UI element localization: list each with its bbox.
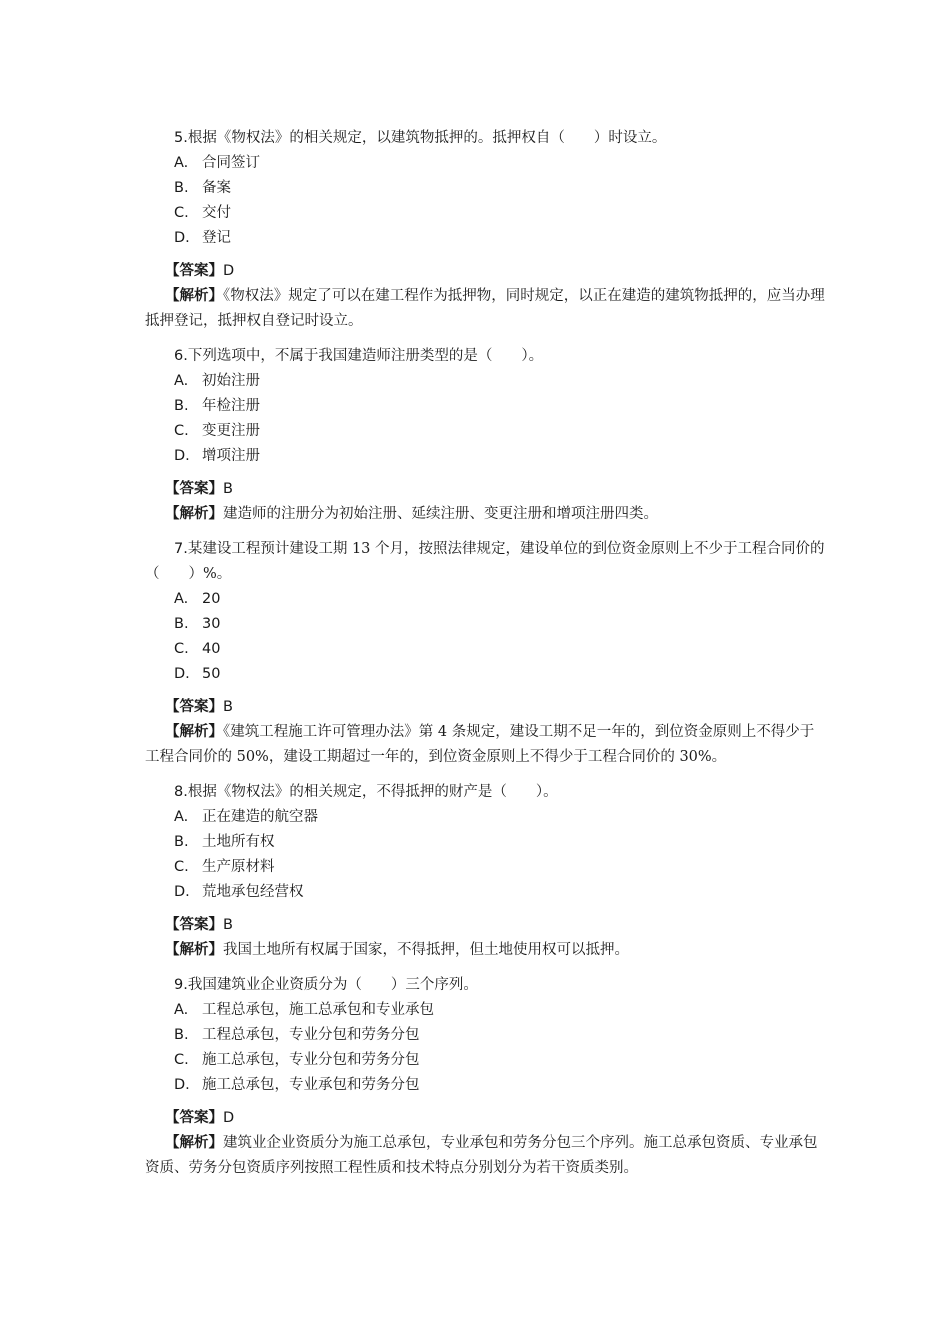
question-6 [145, 344, 825, 527]
answer-line [145, 259, 825, 284]
option-letter: D. [174, 448, 190, 464]
answer-line [145, 913, 825, 938]
analysis-text: 《建筑工程施工许可管理办法》第 4 条规定，建设工期不足一年的，到位资金原则上不得少于工程合同价的 50%，建设工期超过一年的，到位资金原则上不得少于工程合同价的 30%。 [145, 724, 815, 765]
option-text: 土地所有权 [202, 834, 275, 850]
option-d [145, 1073, 825, 1098]
option-a [145, 805, 825, 830]
analysis-line [145, 502, 825, 527]
analysis-label: 【解析】 [165, 942, 223, 958]
question-text: 下列选项中，不属于我国建造师注册类型的是（ ）。 [187, 348, 544, 364]
option-letter: C. [174, 859, 189, 875]
question-number: 9. [174, 977, 188, 993]
option-text: 施工总承包，专业分包和劳务分包 [202, 1052, 420, 1068]
analysis-line [145, 284, 825, 334]
analysis-label: 【解析】 [165, 506, 223, 522]
option-c [145, 1048, 825, 1073]
option-text: 交付 [202, 205, 231, 221]
answer-line [145, 695, 825, 720]
analysis-label: 【解析】 [165, 288, 223, 304]
question-text: 根据《物权法》的相关规定，以建筑物抵押的。抵押权自（ ）时设立。 [187, 130, 667, 146]
option-text: 工程总承包，施工总承包和专业承包 [202, 1002, 434, 1018]
option-letter: D. [174, 1077, 190, 1093]
analysis-label: 【解析】 [165, 724, 223, 740]
option-d [145, 226, 825, 251]
option-text: 年检注册 [202, 398, 260, 414]
option-a [145, 998, 825, 1023]
question-7 [145, 537, 825, 770]
option-letter: B. [174, 398, 189, 414]
question-number: 7. [174, 541, 188, 557]
question-stem [145, 780, 825, 805]
question-number: 5. [174, 130, 188, 146]
option-b [145, 176, 825, 201]
question-number: 8. [174, 784, 188, 800]
option-text: 施工总承包，专业承包和劳务分包 [202, 1077, 420, 1093]
option-letter: C. [174, 205, 189, 221]
answer-value: B [223, 917, 233, 933]
option-text: 荒地承包经营权 [202, 884, 304, 900]
option-text: 变更注册 [202, 423, 260, 439]
question-stem [145, 126, 825, 151]
question-stem [145, 537, 825, 587]
option-text: 合同签订 [202, 155, 260, 171]
option-letter: A. [174, 373, 189, 389]
option-letter: D. [174, 230, 190, 246]
analysis-text: 我国土地所有权属于国家，不得抵押，但土地使用权可以抵押。 [223, 942, 629, 958]
option-text: 正在建造的航空器 [202, 809, 318, 825]
option-text: 30 [202, 616, 221, 632]
option-letter: B. [174, 180, 189, 196]
option-letter: A. [174, 155, 189, 171]
option-letter: A. [174, 1002, 189, 1018]
option-b [145, 830, 825, 855]
option-a [145, 587, 825, 612]
option-d [145, 880, 825, 905]
option-text: 初始注册 [202, 373, 260, 389]
answer-value: B [223, 699, 233, 715]
answer-value: B [223, 481, 233, 497]
option-c [145, 637, 825, 662]
option-letter: D. [174, 884, 190, 900]
option-text: 50 [202, 666, 221, 682]
option-text: 备案 [202, 180, 231, 196]
option-letter: B. [174, 834, 189, 850]
option-d [145, 444, 825, 469]
option-c [145, 201, 825, 226]
question-text: 某建设工程预计建设工期 13 个月，按照法律规定，建设单位的到位资金原则上不少于工程合同价的（ ）%。 [145, 541, 825, 582]
question-number: 6. [174, 348, 188, 364]
answer-label: 【答案】 [165, 699, 223, 715]
question-stem [145, 973, 825, 998]
answer-line [145, 1106, 825, 1131]
analysis-text: 《物权法》规定了可以在建工程作为抵押物，同时规定，以正在建造的建筑物抵押的，应当办理抵押登记，抵押权自登记时设立。 [145, 288, 825, 329]
option-b [145, 394, 825, 419]
analysis-text: 建造师的注册分为初始注册、延续注册、变更注册和增项注册四类。 [223, 506, 658, 522]
option-letter: A. [174, 591, 189, 607]
answer-label: 【答案】 [165, 481, 223, 497]
option-c [145, 855, 825, 880]
analysis-line [145, 938, 825, 963]
question-text: 根据《物权法》的相关规定，不得抵押的财产是（ ）。 [187, 784, 558, 800]
document-page [145, 126, 825, 1181]
analysis-text: 建筑业企业资质分为施工总承包，专业承包和劳务分包三个序列。施工总承包资质、专业承包资质、劳务分包资质序列按照工程性质和技术特点分别划分为若干资质类别。 [145, 1135, 818, 1176]
option-text: 40 [202, 641, 221, 657]
option-letter: B. [174, 1027, 189, 1043]
option-letter: D. [174, 666, 190, 682]
option-text: 增项注册 [202, 448, 260, 464]
option-d [145, 662, 825, 687]
analysis-label: 【解析】 [165, 1135, 223, 1151]
question-5 [145, 126, 825, 334]
option-text: 生产原材料 [202, 859, 275, 875]
answer-label: 【答案】 [165, 917, 223, 933]
question-8 [145, 780, 825, 963]
option-a [145, 151, 825, 176]
option-c [145, 419, 825, 444]
option-text: 登记 [202, 230, 231, 246]
option-letter: C. [174, 423, 189, 439]
question-9 [145, 973, 825, 1181]
option-letter: C. [174, 641, 189, 657]
option-b [145, 1023, 825, 1048]
option-b [145, 612, 825, 637]
answer-line [145, 477, 825, 502]
question-stem [145, 344, 825, 369]
option-letter: B. [174, 616, 189, 632]
option-letter: C. [174, 1052, 189, 1068]
answer-value: D [223, 1110, 235, 1126]
answer-value: D [223, 263, 235, 279]
option-text: 工程总承包，专业分包和劳务分包 [202, 1027, 420, 1043]
option-a [145, 369, 825, 394]
option-text: 20 [202, 591, 221, 607]
answer-label: 【答案】 [165, 263, 223, 279]
analysis-line [145, 720, 825, 770]
answer-label: 【答案】 [165, 1110, 223, 1126]
option-letter: A. [174, 809, 189, 825]
question-text: 我国建筑业企业资质分为（ ）三个序列。 [187, 977, 478, 993]
analysis-line [145, 1131, 825, 1181]
